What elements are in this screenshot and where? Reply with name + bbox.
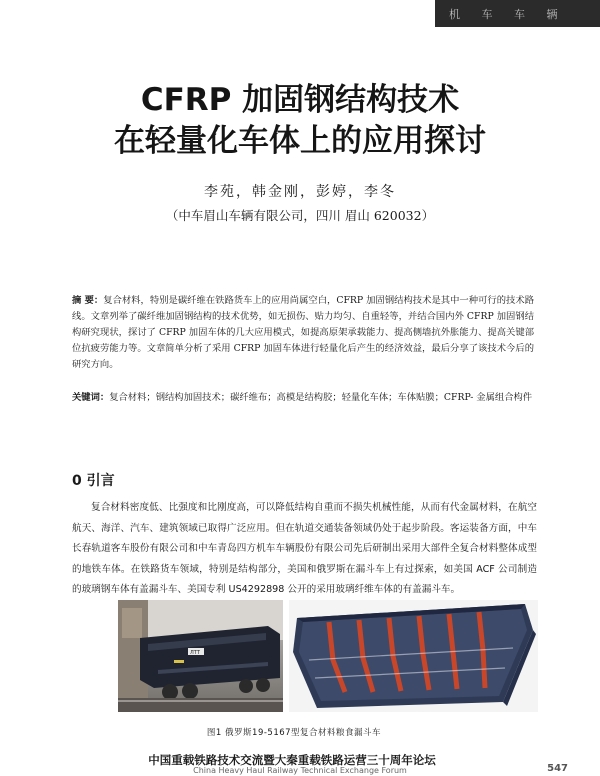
figure-1	[118, 600, 538, 712]
affiliation: （中车眉山车辆有限公司，四川 眉山 620032）	[165, 208, 435, 223]
author-list: 李苑，韩金刚，彭婷，李冬	[204, 184, 396, 200]
title-line-1: CFRP 加固钢结构技术	[140, 82, 460, 118]
footer-subtitle: China Heavy Haul Railway Technical Exchange Forum	[193, 766, 407, 775]
hopper-structure-render	[289, 600, 538, 712]
footer-title: 中国重载铁路技术交流暨大秦重载铁路运营三十周年论坛	[148, 753, 436, 767]
hopper-structure-graphic	[289, 600, 538, 712]
abstract	[72, 293, 534, 373]
section-heading-introduction: 0 引言	[72, 473, 115, 489]
keywords-text: 复合材料；钢结构加固技术；碳纤维布；高模是结构胶；轻量化车体；车体贴膜；CFRP- 金属组合构件	[109, 392, 533, 403]
abstract-label: 摘 要：	[72, 295, 104, 306]
hopper-car-photo-graphic	[118, 600, 283, 712]
keywords	[72, 389, 534, 406]
car-label: ЛТТ	[190, 650, 200, 656]
keywords-label: 关键词：	[72, 392, 110, 403]
page-number: 547	[547, 763, 568, 774]
section-header-tag: 机 车 车 辆	[435, 0, 600, 27]
abstract-text: 复合材料，特别是碳纤维在铁路货车上的应用尚属空白，CFRP 加固钢结构技术是其中一种可行的技术路线。文章列举了碳纤维加固钢结构的技术优势，如无损伤、贴力均匀、自重轻等，并结合国内外 CFRP 加固钢结构研究现状，探讨了 CFRP 加固车体的几大应用模式，如提高原架承载能力、提高侧墙抗外胀能力、提高关键部位抗疲劳能力等。文章简单分析了采用 CFRP 加固车体进行轻量化后产生的经济效益，最后分享了该技术今后的研究方向。	[72, 295, 534, 370]
title-line-2: 在轻量化车体上的应用探讨	[114, 123, 486, 159]
figure-caption: 图1 俄罗斯19-5167型复合材料粮食漏斗车	[206, 728, 382, 738]
introduction-paragraph: 复合材料密度低、比强度和比刚度高，可以降低结构自重而不损失机械性能，从而有代金属材料，在航空航天、海洋、汽车、建筑领域已取得广泛应用。但在轨道交通装备领域仍处于起步阶段。客运装备方面，中车长春轨道客车股份有限公司和中车青岛四方机车车辆股份有限公司先后研制出采用大部件全复合材料整体成型的地铁车体。在铁路货车领域，特别是结构部分，美国和俄罗斯在漏斗车上有过探索，如美国 ACF 公司制造的玻璃钢车体有盖漏斗车、美国专利 US4292898 公开的采用玻璃纤维车体的有盖漏斗车。	[72, 502, 537, 595]
hopper-car-photo	[118, 600, 283, 712]
